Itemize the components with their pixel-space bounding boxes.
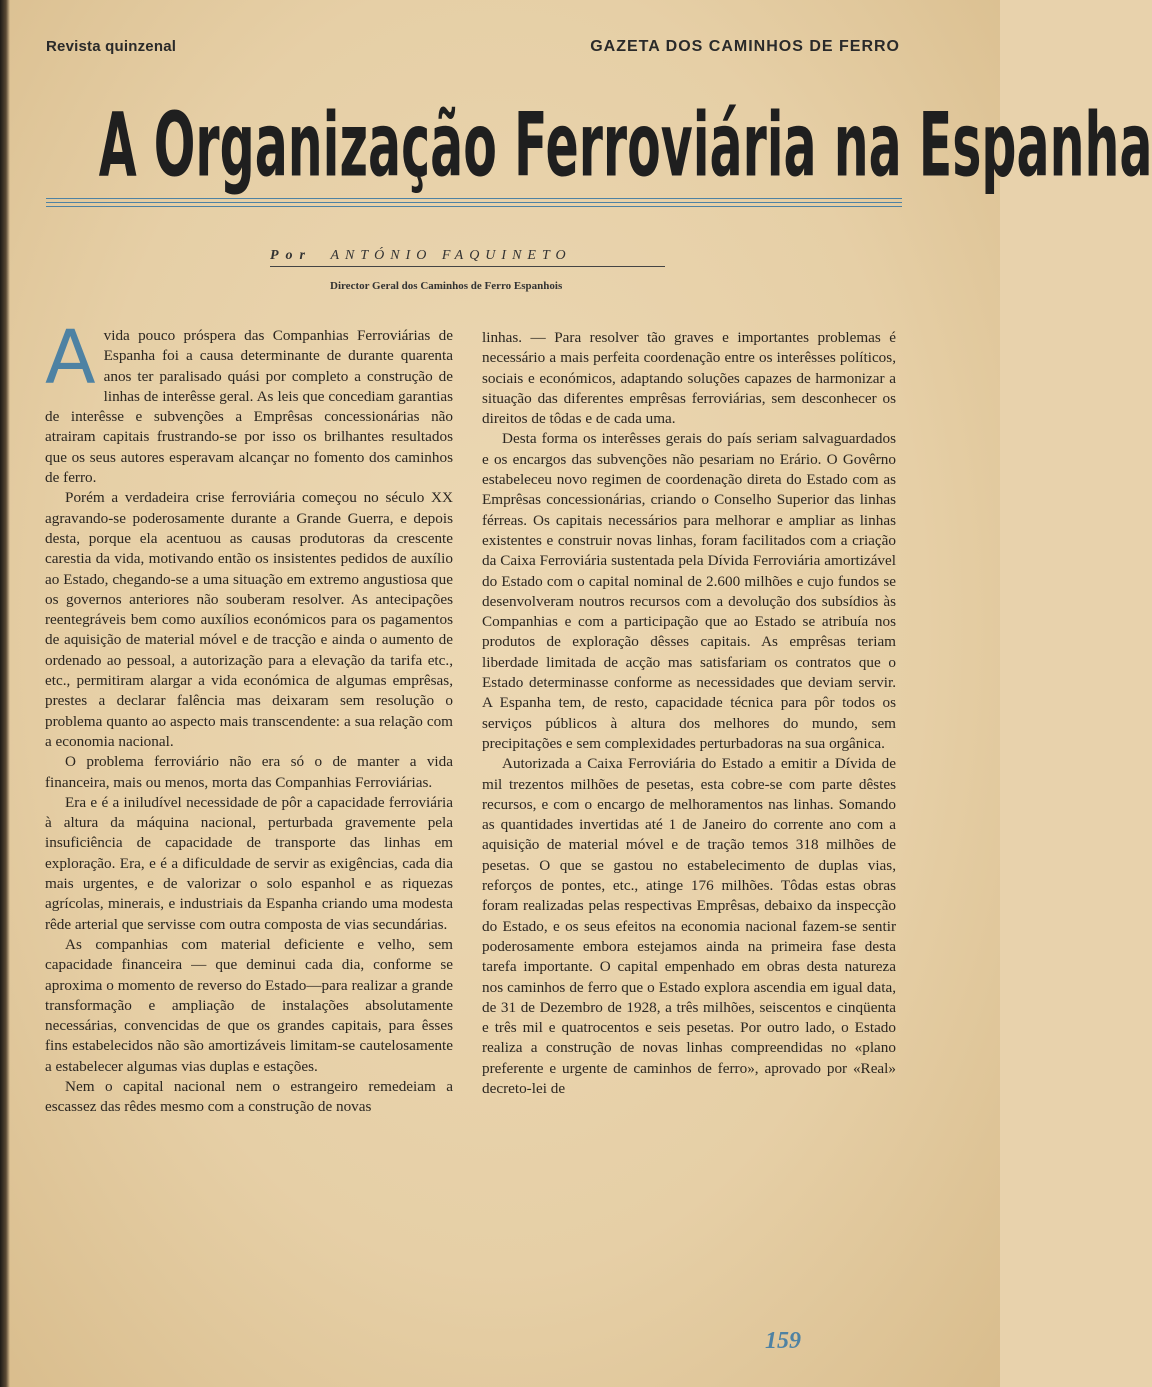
page-number: 159: [765, 1328, 801, 1354]
paragraph: As companhias com material deficiente e velho, sem capacidade financeira — que deminui cada dia, conforme se aproxima o momento de reverso do Estado—para realizar a grande transformação e ampliação de instalações absolutamente necessárias, convencidas de que os grandes capitais, para êsses fins estabelecidos não são amortizáveis limitam-se cautelosamente a estabelecer algumas vias duplas e estações.: [45, 935, 453, 1075]
drop-cap: A: [45, 315, 96, 401]
paragraph: Era e é a iniludível necessidade de pôr a capacidade ferroviária à altura da máquina nacional, perturbada gravemente pela insuficiência de capacidade de transporte das linhas em exploração. Era, e é a dificuldade de servir as exigências, cada dia mais urgentes, e de valorizar o solo espanhol e as riquezas agrícolas, minerais, e industriais da Espanha criando uma modesta rêde arterial que servisse com outra composta de vias secundárias.: [45, 793, 453, 933]
paragraph-text: vida pouco próspera das Companhias Ferroviárias de Espanha foi a causa determinante de durante quarenta anos ter paralisado quási por completo a construção de linhas de interêsse geral. As leis que concediam garantias de interêsse e subvenções a Emprêsas concessionárias não atrairam capitais frustrando-se por isso os brilhantes resultados que os seus autores esperavam alcançar no fomento dos caminhos de ferro.: [45, 327, 453, 487]
paragraph: O problema ferroviário não era só o de manter a vida financeira, mais ou menos, morta das Companhias Ferroviárias.: [45, 753, 453, 791]
paragraph: [45, 315, 453, 488]
article-column-right: [482, 328, 896, 1099]
paragraph: Autorizada a Caixa Ferroviária do Estado a emitir a Dívida de mil trezentos milhões de pesetas, esta cobre-se com parte dêstes recursos, e com o encargo de melhoramentos nas linhas. Somando as quantidades invertidas até 1 de Janeiro do corrente ano com a aquisição de material móvel e de tração temos 318 milhões de pesetas. O que se gastou no estabelecimento de duplas vias, reforços de pontes, etc., atinge 176 milhões. Tôdas estas obras foram realizadas pelas respectivas Emprêsas, debaixo da inspecção do Estado, e os seus efeitos na economia nacional fazem-se sentir poderosamente embora estejamos ainda na primeira fase desta tarefa importante. O capital empenhado em obras desta natureza nos caminhos de ferro que o Estado explora ascendia em igual data, de 31 de Dezembro de 1928, a três milhões, seiscentos e cinqüenta e três mil e quatrocentos e seis pesetas. Por outro lado, o Estado realiza a construção de novas linhas compreendidas no «plano preferente e urgente de caminhos de ferro», aprovado por «Real» decreto-lei de: [482, 755, 896, 1097]
title-rule-top: [46, 198, 902, 199]
title-rule-bottom: [46, 206, 902, 207]
author-name: ANTÓNIO FAQUINETO: [330, 248, 572, 263]
article-column-left: [45, 315, 453, 1118]
article-title: A Organização Ferroviária na Espanha: [98, 94, 1152, 198]
paragraph: linhas. — Para resolver tão graves e importantes problemas é necessário a mais perfeita coordenação entre os interêsses políticos, sociais e económicos, adaptando soluções capazes de harmonizar a situação das diferentes emprêsas ferroviárias, sem desconhecer os direitos de tôdas e de cada uma.: [482, 329, 896, 428]
byline-prefix: Por: [270, 248, 312, 263]
header-periodicity: Revista quinzenal: [46, 38, 177, 55]
header-publication-name: GAZETA DOS CAMINHOS DE FERRO: [590, 38, 900, 55]
paragraph: Porém a verdadeira crise ferroviária começou no século XX agravando-se poderosamente durante a Grande Guerra, e depois desta, porque ela acentuou as causas produtoras da crescente carestia da vida, motivando então os insistentes pedidos de auxílio ao Estado, chegando-se a uma situação em extremo angustiosa que os governos anteriores não souberam resolver. As antecipações reentegráveis bem como auxílios económicos para os pagamentos de aquisição de material móvel e de tracção e ainda o aumento de ordenado ao pessoal, a autorização para a elevação da tarifa etc., etc., permitiram alargar a vida económica de algumas emprêsas, prestes a declarar falência mas deixaram sem resolução o problema quanto ao aspecto mais transcendente: a sua relação com a economia nacional.: [45, 489, 453, 750]
paragraph: Desta forma os interêsses gerais do país seriam salvaguardados e os encargos das subvenções não pesariam no Erário. O Govêrno estabeleceu novo regimen de coordenação direta do Estado com as Emprêsas concessionárias, criando o Conselho Superior das linhas férreas. Os capitais necessários para melhorar e ampliar as linhas existentes e construir novas linhas, foram facilitados com a criação da Caixa Ferroviária sustentada pela Dívida Ferroviária amortizável do Estado com o capital nominal de 2.600 milhões e cujo fundos se desenvolveram noutros recursos com a devolução dos subsídios às Companhias e com a participação que ao Estado se atribuía nos produtos de exploração dêsses capitais. As emprêsas teriam liberdade limitada de acção mas satisfariam os contratos que o Estado determinasse conforme as necessidades que deviam servir. A Espanha tem, de resto, capacidade técnica para pôr todos os serviços públicos à altura dos melhores do mundo, sem precipitações e sem complexidades perturbadoras na sua orgânica.: [482, 430, 896, 752]
scan-edge: [0, 0, 10, 1387]
title-rule-middle: [46, 202, 902, 203]
byline: [270, 248, 665, 267]
paragraph: Nem o capital nacional nem o estrangeiro remedeiam a escassez das rêdes mesmo com a construção de novas: [45, 1077, 453, 1116]
author-role: Director Geral dos Caminhos de Ferro Espanhois: [330, 280, 563, 292]
